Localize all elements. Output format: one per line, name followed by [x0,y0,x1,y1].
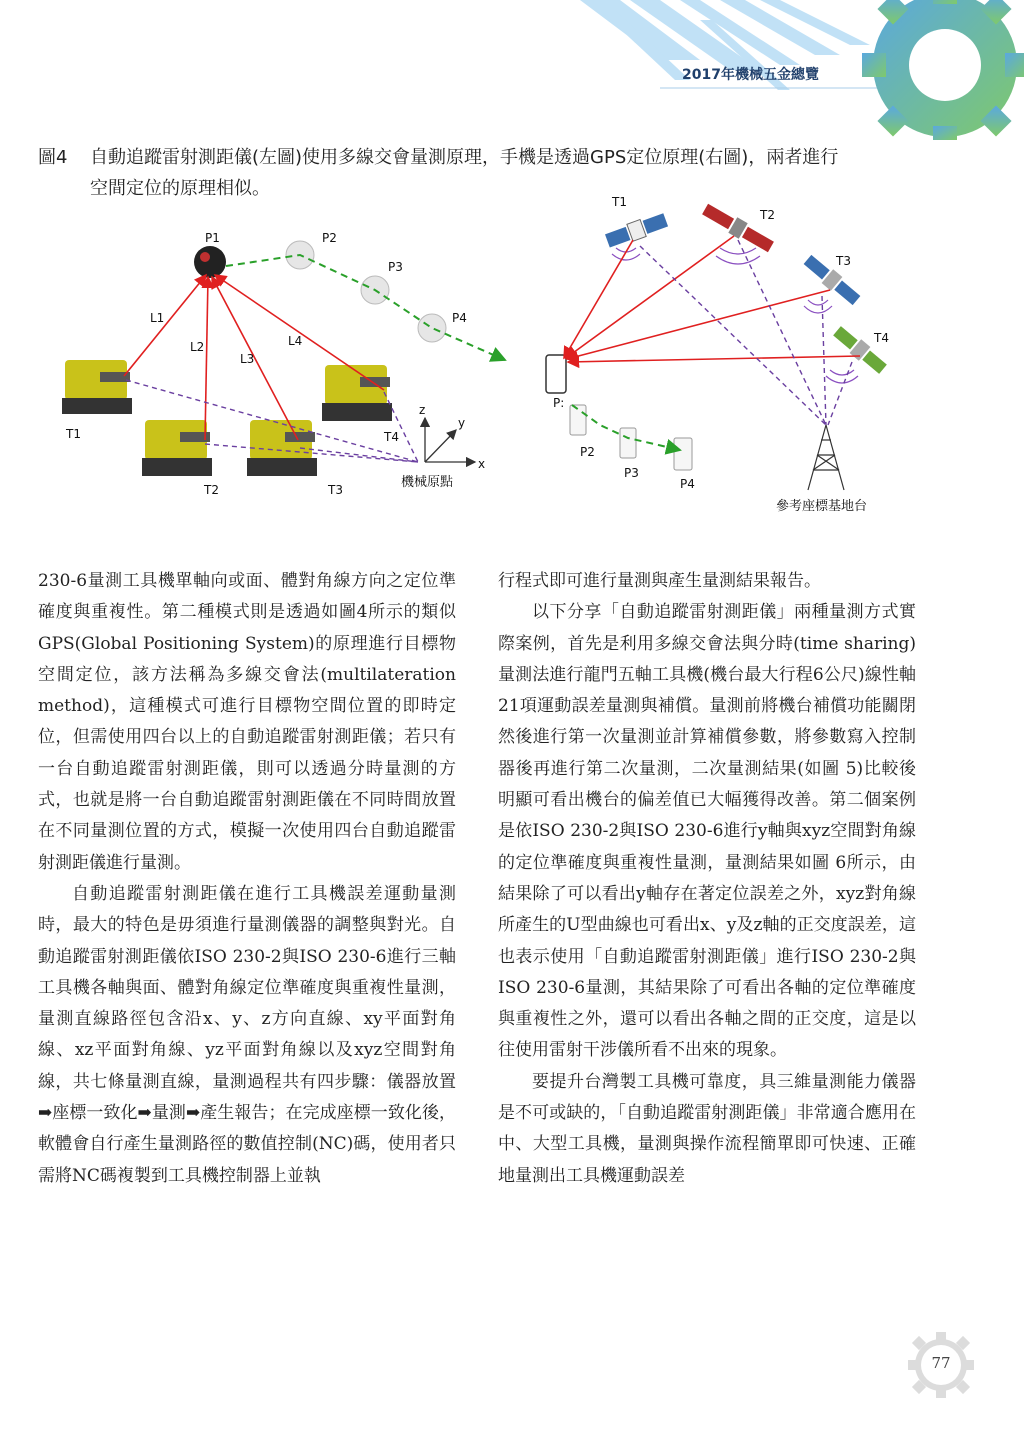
label-p3: P3 [388,260,403,274]
axis-z: z [419,403,426,417]
station-label: 參考座標基地台 [776,499,868,514]
label-p4: P4 [452,311,467,325]
tracker-t1 [62,360,132,414]
label-l2: L2 [190,340,205,354]
sat-label-t2: T2 [760,208,775,222]
phone-p4 [674,438,692,470]
gear-icon [862,0,1024,140]
caption-line-2: 空間定位的原理相似。 [90,178,270,199]
caption-line-1: 自動追蹤雷射測距儀(左圖)使用多線交會量測原理，手機是透過GPS定位原理(右圖)，兩者進行 [90,147,839,168]
label-t3: T3 [328,483,343,497]
satellite-t1-icon [604,211,668,249]
label-l4: L4 [288,334,303,348]
axes [425,418,475,462]
right-diagram [546,195,889,514]
satellite-t3-icon [802,253,863,308]
tracker-t2 [142,420,212,476]
label-t1: T1 [66,427,81,441]
label-p2: P2 [322,231,337,245]
paragraph: 230-6量測工具機單軸向或面、體對角線方向之定位準確度與重複性。第二種模式則是透過如圖4所示的類似GPS(Global Positioning System)的原理進行目標物空間定位，該方法稱為多線交會法(multilateration method)，這種模式可進行目標物空間位置的即時定位，但需使用四台以上的自動追蹤雷射測距儀；若只有一台自動追蹤雷射測距儀，則可以透過分時量測的方式，也就是將一台自動追蹤雷射測距儀在不同時間放置在不同量測位置的方式，模擬一次使用四台自動追蹤雷射測距儀進行量測。 [38,571,456,873]
phone-p1 [546,355,566,393]
axis-y: y [458,416,466,430]
phone-label-p2: P2 [580,445,595,459]
phone-p2 [620,428,636,458]
phone-ghost-1 [570,405,586,435]
phone-label-p3: P3 [624,466,639,480]
figure-label: 圖4 [38,147,68,168]
body-column-left [38,566,456,1192]
sat-label-t3: T3 [836,254,851,268]
paragraph: 要提升台灣製工具機可靠度，具三維量測能力儀器是不可或缺的，「自動追蹤雷射測距儀」非常適合應用在中、大型工具機，量測與操作流程簡單即可快速、正確地量測出工具機運動誤差 [498,1071,916,1186]
label-p1: P1 [205,231,220,245]
phone-label-p4: P4 [680,477,695,491]
header-title: 2017年機械五金總覽 [682,67,819,83]
paragraph: 行程式即可進行量測與產生量測結果報告。 [498,571,821,591]
label-t4: T4 [384,430,399,444]
paragraph: 自動追蹤雷射測距儀在進行工具機誤差運動量測時，最大的特色是毋須進行量測儀器的調整與對光。自動追蹤雷射測距儀依ISO 230-2與ISO 230-6進行三軸工具機各軸與面、體對角線定位準確度與重複性量測，量測直線路徑包含沿x、y、z方向直線、xy平面對角線、xz平面對角線、yz平面對角線以及xyz空間對角線，共七條量測直線，量測過程共有四步驟：儀器放置➡座標一致化➡量測➡產生報告；在完成座標一致化後，軟體會自行產生量測路徑的數值控制(NC)碼，使用者只需將NC碼複製到工具機控制器上並執 [38,883,456,1186]
axis-x: x [478,457,486,471]
paragraph: 以下分享「自動追蹤雷射測距儀」兩種量測方式實際案例，首先是利用多線交會法與分時(time sharing)量測法進行龍門五軸工具機(機台最大行程6公尺)線性軸21項運動誤差量測與補償。量測前將機台補償功能關閉然後進行第一次量測並計算補償參數，將參數寫入控制器後再進行第二次量測，二次量測結果(如圖 5)比較後明顯可看出機台的偏差值已大幅獲得改善。第二個案例是依ISO 230-2與ISO 230-6進行y軸與xyz空間對角線的定位準確度與重複性量測，量測結果如圖 6所示，由結果除了可以看出y軸存在著定位誤差之外，xyz對角線所產生的U型曲線也可看出x、y及z軸的正交度誤差，這也表示使用「自動追蹤雷射測距儀」進行ISO 230-2與ISO 230-6量測，其結果除了可看出各軸的定位準確度與重複性之外，還可以看出各軸之間的正交度，這是以往使用雷射干涉儀所看不出來的現象。 [498,602,916,1061]
tracker-t3 [247,420,317,476]
sat-label-t4: T4 [874,331,889,345]
tracker-t4 [322,365,392,421]
left-diagram [62,231,505,497]
phone-label-p1: P: [553,396,565,410]
label-l1: L1 [150,311,165,325]
target-p4 [418,314,446,342]
base-station-icon [808,425,844,490]
origin-label: 機械原點 [401,475,454,490]
page-number-badge [906,1330,976,1400]
label-t2: T2 [204,483,219,497]
label-l3: L3 [240,352,255,366]
body-column-right [498,566,916,1192]
target-p1 [194,246,226,278]
sat-label-t1: T1 [612,195,627,209]
figure-4 [0,190,1024,530]
page-number: 77 [931,1354,951,1372]
